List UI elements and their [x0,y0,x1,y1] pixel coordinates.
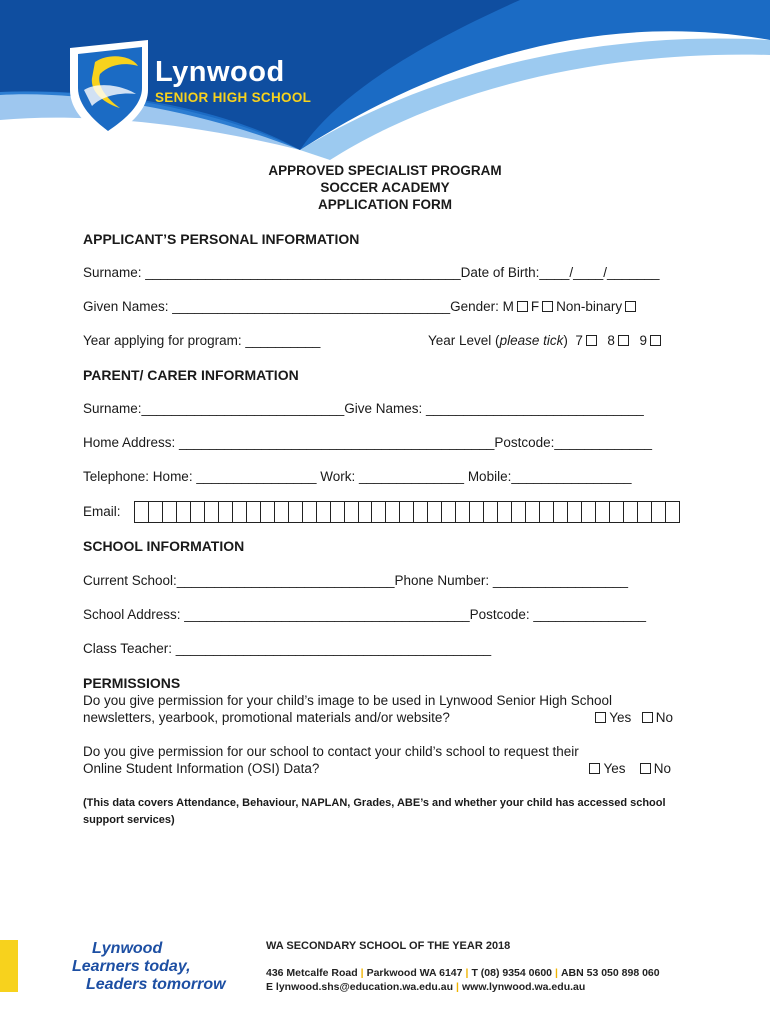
permission-question-2 [83,743,680,777]
title-line-1: APPROVED SPECIALIST PROGRAM [268,163,502,178]
gender-nb-checkbox[interactable] [625,301,636,312]
email-input-grid[interactable] [134,501,680,523]
footer-abn: ABN 53 050 898 060 [560,967,660,979]
q2-no-checkbox[interactable] [640,763,651,774]
slogan-line-1: Lynwood [92,940,163,957]
year-level-label: Year Level ( [428,333,500,348]
given-names-field[interactable]: Given Names: _____________________________________Gender: M [83,299,514,314]
current-school-field[interactable]: Current School:_____________________________Phone Number: __________________ [83,573,628,588]
q2-yes-label: Yes [603,761,626,776]
parent-surname-field[interactable]: Surname:___________________________Give Names: _____________________________ [83,401,644,416]
footer-street: 436 Metcalfe Road [266,967,358,979]
school-address-field[interactable]: School Address: ______________________________________Postcode: _______________ [83,607,647,622]
q1-options [592,709,673,726]
school-name: Lynwood [155,56,285,88]
q2-line-1: Do you give permission for our school to contact your child’s school to request their [83,744,579,759]
q1-line-2: newsletters, yearbook, promotional materials and/or website? [83,710,450,725]
footer-contact-line-2: E lynwood.shs@education.wa.edu.au | www.lynwood.wa.edu.au [266,981,586,993]
school-crest-icon [70,40,148,140]
slogan-line-3: Leaders tomorrow [86,976,226,993]
level-8-label: 8 [607,333,615,348]
slogan-line-2: Learners today, [72,958,191,975]
level-9-label: 9 [639,333,647,348]
q1-yes-label: Yes [609,710,632,725]
applicant-given-gender-row [83,299,639,314]
q1-no-label: No [655,710,673,725]
year-level-hint: please tick [499,333,564,348]
gender-nb-label: Non-binary [556,299,623,314]
level-7-checkbox[interactable] [586,335,597,346]
year-level-paren: ) [563,333,568,348]
applicant-surname-field[interactable]: Surname: __________________________________________Date of Birth:____/____/_______ [83,265,660,280]
gender-m-checkbox[interactable] [517,301,528,312]
year-applying-field[interactable]: Year applying for program: __________ [83,333,321,348]
school-brand [155,56,311,105]
footer-slogan [72,940,226,994]
osi-note: (This data covers Attendance, Behaviour, NAPLAN, Grades, ABE’s and whether your child has accessed school support services) [83,797,666,826]
q2-line-2: Online Student Information (OSI) Data? [83,761,320,776]
footer-accent-bar [0,940,18,992]
q1-yes-checkbox[interactable] [595,712,606,723]
title-line-2: SOCCER ACADEMY [320,180,450,195]
school-subtitle: SENIOR HIGH SCHOOL [155,90,312,105]
year-level-row [428,333,664,348]
q2-options [586,760,671,777]
level-9-checkbox[interactable] [650,335,661,346]
school-heading: SCHOOL INFORMATION [83,538,245,554]
parent-heading: PARENT/ CARER INFORMATION [83,367,299,383]
footer-email[interactable]: E lynwood.shs@education.wa.edu.au [266,981,454,993]
footer-award: WA SECONDARY SCHOOL OF THE YEAR 2018 [266,940,511,952]
footer-suburb: Parkwood WA 6147 [366,967,463,979]
email-label: Email: [83,504,121,519]
q1-line-1: Do you give permission for your child’s image to be used in Lynwood Senior High School [83,693,613,708]
applicant-heading: APPLICANT’S PERSONAL INFORMATION [83,231,360,247]
level-8-checkbox[interactable] [618,335,629,346]
footer-contact-line-1: 436 Metcalfe Road | Parkwood WA 6147 | T (08) 9354 0600 | ABN 53 050 898 060 [266,967,660,979]
q2-no-label: No [653,761,671,776]
level-7-label: 7 [575,333,583,348]
parent-address-field[interactable]: Home Address: __________________________________________Postcode:_____________ [83,435,653,450]
form-title [0,162,770,213]
class-teacher-field[interactable]: Class Teacher: __________________________________________ [83,641,492,656]
parent-telephone-field[interactable]: Telephone: Home: ________________ Work: ______________ Mobile:________________ [83,469,632,484]
q1-no-checkbox[interactable] [642,712,653,723]
title-line-3: APPLICATION FORM [318,197,452,212]
gender-f-checkbox[interactable] [542,301,553,312]
footer-phone: T (08) 9354 0600 [471,967,552,979]
permissions-heading: PERMISSIONS [83,675,181,691]
q2-yes-checkbox[interactable] [589,763,600,774]
footer-website[interactable]: www.lynwood.wa.edu.au [461,981,586,993]
permission-question-1 [83,692,680,726]
gender-f-label: F [530,299,540,314]
